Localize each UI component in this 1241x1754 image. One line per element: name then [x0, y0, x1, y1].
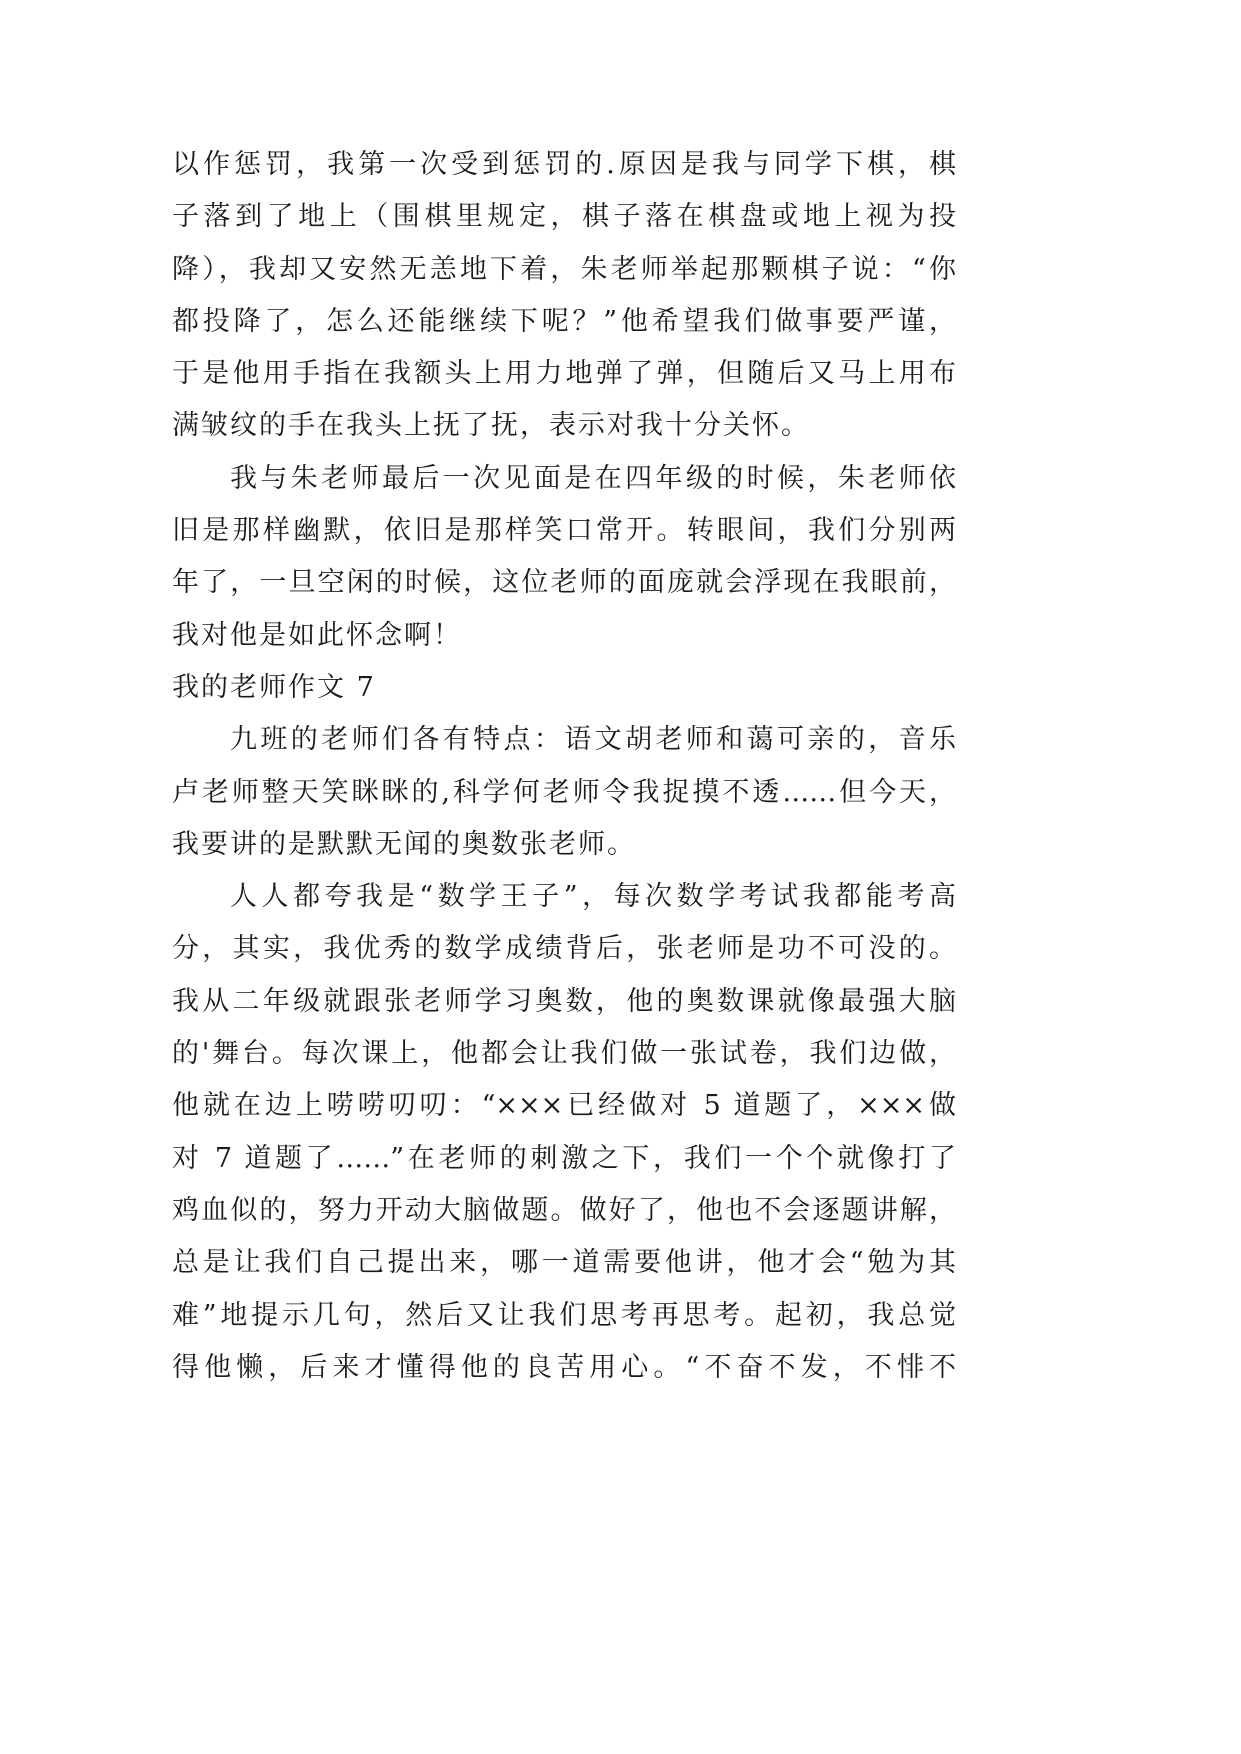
text-line: 以作惩罚，我第一次受到惩罚的.原因是我与同学下棋，棋: [172, 149, 956, 180]
text-line: 鸡血似的，努力开动大脑做题。做好了，他也不会逐题讲解，: [172, 1194, 956, 1226]
text-line: 他就在边上唠唠叨叨：“×××已经做对 5 道题了，×××做: [172, 1090, 956, 1122]
text-line: 总是让我们自己提出来，哪一道需要他讲，他才会“勉为其: [172, 1247, 956, 1279]
text-line: 九班的老师们各有特点：语文胡老师和蔼可亲的，音乐: [230, 724, 956, 756]
paragraph: [172, 714, 956, 871]
text-line: 我对他是如此怀念啊！: [172, 619, 462, 651]
text-line: 我与朱老师最后一次见面是在四年级的时候，朱老师依: [230, 462, 956, 494]
text-line: 旧是那样幽默，依旧是那样笑口常开。转眼间，我们分别两: [172, 515, 956, 547]
text-line: 难”地提示几句，然后又让我们思考再思考。起初，我总觉: [172, 1299, 956, 1331]
paragraph: [172, 453, 956, 662]
text-line: 子落到了地上（围棋里规定，棋子落在棋盘或地上视为投: [172, 201, 956, 233]
text-line: 我从二年级就跟张老师学习奥数，他的奥数课就像最强大脑: [172, 985, 956, 1017]
text-line: 的'舞台。每次课上，他都会让我们做一张试卷，我们边做，: [172, 1038, 956, 1070]
text-line: 满皱纹的手在我头上抚了抚，表示对我十分关怀。: [172, 410, 810, 442]
paragraph: [172, 871, 956, 1394]
text-line: 我要讲的是默默无闻的奥数张老师。: [172, 828, 636, 860]
text-line: 于是他用手指在我额头上用力地弹了弹，但随后又马上用布: [172, 358, 956, 390]
text-line: 人人都夸我是“数学王子”，每次数学考试我都能考高: [230, 881, 956, 913]
text-line: 降），我却又安然无恙地下着，朱老师举起那颗棋子说：“你: [172, 253, 956, 285]
section-heading: 我的老师作文 7: [172, 671, 376, 703]
text-line: 得他懒，后来才懂得他的良苦用心。“不奋不发，不悱不: [172, 1351, 956, 1383]
text-line: 年了，一旦空闲的时候，这位老师的面庞就会浮现在我眼前，: [172, 567, 956, 599]
text-line: 都投降了，怎么还能继续下呢？”他希望我们做事要严谨，: [172, 305, 956, 337]
text-line: 卢老师整天笑眯眯的,科学何老师令我捉摸不透……但今天，: [172, 776, 956, 808]
paragraph: [172, 139, 956, 453]
document-page: [172, 139, 956, 1394]
text-line: 对 7 道题了……”在老师的刺激之下，我们一个个就像打了: [172, 1142, 956, 1174]
text-line: 分，其实，我优秀的数学成绩背后，张老师是功不可没的。: [172, 933, 956, 965]
